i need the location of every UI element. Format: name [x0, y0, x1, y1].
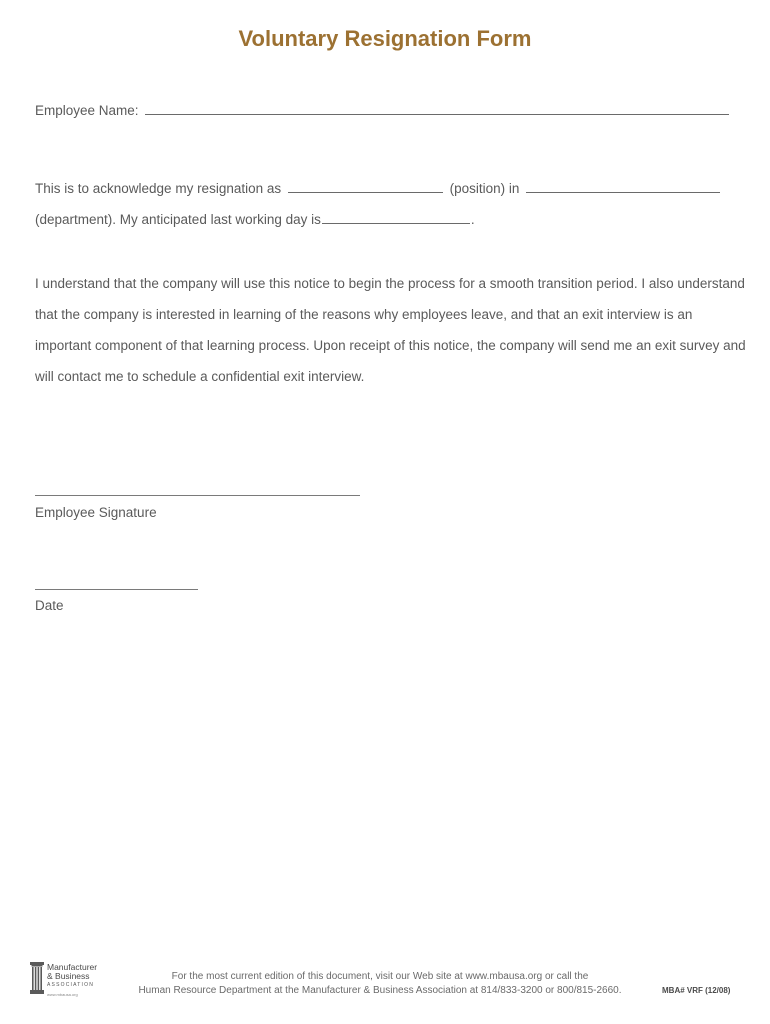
pillar-icon [30, 962, 44, 994]
signature-label: Employee Signature [35, 505, 157, 520]
acknowledgement-line-2 [35, 210, 475, 227]
footer-line-1: For the most current edition of this document, visit our Web site at www.mbausa.org or call the [171, 971, 589, 982]
logo-line-3: ASSOCIATION [47, 982, 95, 988]
employee-name-label: Employee Name: [35, 103, 139, 118]
employee-name-row [35, 101, 732, 118]
page-title: Voluntary Resignation Form [238, 26, 532, 51]
ack-text-3: (department). My anticipated last working day is [35, 212, 321, 227]
acknowledgement-line-1 [35, 179, 723, 196]
body-paragraph: I understand that the company will use this notice to begin the process for a smooth transition period. I also understand that the company is interested in learning of the reasons why employees leave, and that an exit interview is an important component of that learning process. Upon receipt of this notice, the company will send me an exit survey and will contact me to schedule a confidential exit interview. [35, 276, 746, 384]
ack-text-1: This is to acknowledge my resignation as [35, 181, 282, 196]
form-code: MBA# VRF (12/08) [662, 986, 731, 995]
date-label: Date [35, 598, 64, 613]
association-logo [30, 962, 110, 996]
logo-line-2: & Business [47, 971, 90, 981]
logo-text [47, 963, 97, 999]
logo-line-1: Manufacturer [47, 962, 98, 972]
signature-line[interactable] [35, 495, 360, 496]
department-field[interactable] [526, 179, 720, 193]
employee-name-field[interactable] [145, 101, 729, 115]
footer-line-2: Human Resource Department at the Manufacturer & Business Association at 814/833-3200 or 800/815-2660. [138, 985, 622, 996]
position-field[interactable] [288, 179, 443, 193]
date-line[interactable] [35, 589, 198, 590]
ack-text-2: (position) in [449, 181, 520, 196]
ack-text-4: . [470, 212, 475, 227]
last-working-day-field[interactable] [322, 210, 470, 224]
logo-line-4: www.mbausa.org [47, 992, 78, 997]
footer-note [110, 970, 650, 998]
